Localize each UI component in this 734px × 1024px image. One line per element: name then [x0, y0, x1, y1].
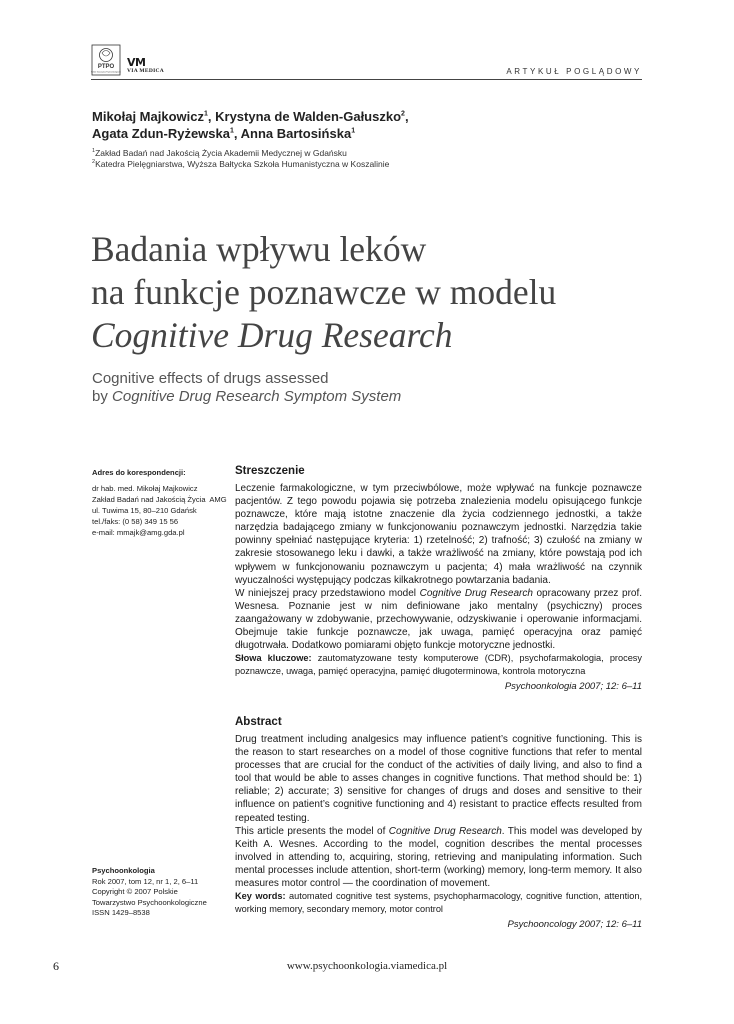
subtitle-line — [92, 388, 401, 406]
author-name: Mikołaj Majkowicz — [92, 109, 204, 124]
abstract-paragraph-1: Drug treatment including analgesics may influence patient’s cognitive functioning. This is the reason to start researches on a model of those cognitive functions that refer to mental processes that are crucial for the conduct of the activities of daily living, and also to find a tool that would be able to asses changes in cognitive functions. That method should be: 1) reliable; 2) accurate; 3) sensitive for changes of drugs and doses and sensitive to their influence on patient’s cognitive functioning and 4) resistant to practice effects resulted from repeated testing. — [235, 734, 642, 824]
streszczenie-p2-prefix: W niniejszej pracy przedstawiono model — [235, 587, 420, 599]
via-medica-mark: VM — [127, 56, 146, 69]
subtitle-line: Cognitive effects of drugs assessed — [92, 370, 329, 387]
affiliation-text: Zakład Badań nad Jakością Życia Akademii Medycznej w Gdańsku — [95, 148, 347, 158]
streszczenie-citation: Psychoonkologia 2007; 12: 6–11 — [504, 681, 642, 693]
abstract-p2-suffix: . This model was developed by Keith A. Wesnes. According to the model, cognition describes the mental processes involved in attending to, acquiring, storing, retrieving and manipulating information. Such mental processes include attention, short-term (working) memory, long-term memory. It also measures motor control — the coordination of movement. — [235, 825, 642, 890]
author-affil-ref: 1 — [203, 110, 208, 118]
author-separator: , — [404, 109, 409, 124]
streszczenie-paragraph-2 — [235, 587, 642, 652]
abstract-paragraph-2 — [235, 825, 642, 890]
streszczenie-section — [235, 464, 642, 694]
authors-line-1 — [92, 108, 409, 125]
author-separator: , — [207, 109, 216, 124]
correspondence-line: ul. Tuwima 15, 80–210 Gdańsk — [92, 506, 197, 515]
journal-info-line: Copyright © 2007 Polskie — [92, 887, 178, 897]
section-label: ARTYKUŁ POGLĄDOWY — [506, 67, 642, 76]
via-medica-text: VIA MEDICA — [127, 68, 165, 74]
authors — [92, 108, 409, 142]
author-affil-ref: 1 — [351, 127, 356, 135]
correspondence-line: Zakład Badań nad Jakością Życia AMG — [92, 495, 227, 504]
via-medica-logo — [127, 57, 164, 75]
correspondence-line: dr hab. med. Mikołaj Majkowicz — [92, 484, 198, 493]
streszczenie-keywords — [235, 652, 642, 678]
correspondence-email: e-mail: mmajk@amg.gda.pl — [92, 528, 185, 537]
streszczenie-p2-suffix: opracowany przez prof. Wesnesa. Poznanie jest w nim definiowane jako mentalny (psychiczny) proces zaangażowany w zdobywanie, przechowywanie, odzyskiwanie i operowanie informacjami. Obejmuje takie funkcje poznawcze, jak uwaga, pamięć operacyjna oraz pamięć długotrwała. Dodatkowo pomiarami objęto funkcje motoryczne jednostki. — [235, 587, 643, 652]
keywords-label: Key words: — [235, 891, 286, 902]
title-line: na funkcje poznawcze w modelu — [91, 272, 557, 312]
abstract-citation: Psychooncology 2007; 12: 6–11 — [507, 919, 642, 931]
title-line-italic: Cognitive Drug Research — [91, 315, 453, 355]
authors-line-2 — [92, 125, 409, 142]
journal-info-line: Rok 2007, tom 12, nr 1, 2, 6–11 — [92, 876, 199, 886]
title-line: Badania wpływu leków — [91, 229, 427, 269]
affiliation-text: Katedra Pielęgniarstwa, Wyższa Bałtycka Szkoła Humanistyczna w Koszalinie — [95, 159, 390, 169]
abstract-p2-italic: Cognitive Drug Research — [388, 825, 502, 837]
subtitle-italic: Cognitive Drug Research Symptom System — [112, 388, 402, 405]
streszczenie-p2-italic: Cognitive Drug Research — [419, 587, 533, 599]
keywords-text: zautomatyzowane testy komputerowe (CDR), psychofarmakologia, procesy poznawcze, uwaga, pamięć operacyjna, pamięć długoterminowa, kontrola motoryczna — [235, 653, 642, 677]
ptpo-logo — [91, 44, 121, 76]
author-affil-ref: 1 — [229, 127, 234, 135]
abstract-section — [235, 715, 642, 931]
author-separator: , — [233, 126, 241, 141]
author-name: Krystyna de Walden-Gałuszko — [215, 109, 402, 124]
streszczenie-paragraph-1: Leczenie farmakologiczne, w tym przeciwbólowe, może wpływać na funkcje poznawcze pacjentów. Z tego powodu pojawia się potrzeba znalezienia modelu opisującego funkcje poznawcze, które mają istotne znaczenie dla życia codziennego jednostki, a także narzędzia badającego zmiany w funkcjonowaniu poznawczym jednostki. Narzędzia takie powinny spełniać następujące kryteria: 1) rzetelność; 2) trafność; 3) czułość na zmiany w zakresie stosowanego leku i dawki, a także wrażliwość na zmiany, które powstają pod ich wpływem w funkcjonowaniu poznawczym u pacjenta; 4) mała wrażliwość na czynnik wyuczalności występujący podczas kilkakrotnego powtarzania badania. — [235, 483, 642, 586]
page-number: 6 — [53, 959, 59, 973]
journal-url[interactable]: www.psychoonkologia.viamedica.pl — [286, 960, 448, 972]
correspondence-heading: Adres do korespondencji: — [92, 468, 186, 477]
article-title — [91, 228, 651, 357]
correspondence-line: tel./faks: (0 58) 349 15 56 — [92, 517, 179, 526]
keywords-text: automated cognitive test systems, psychopharmacology, cognitive function, attention, working memory, secondary memory, motor control — [235, 891, 642, 915]
affiliations — [92, 148, 389, 170]
ptpo-logo-text: PTPO — [97, 64, 115, 70]
correspondence-address — [92, 467, 232, 538]
affiliation-number: 1 — [92, 148, 96, 155]
journal-info-line: Towarzystwo Psychoonkologiczne — [92, 897, 207, 907]
affiliation-number: 2 — [92, 159, 96, 166]
keywords-label: Słowa kluczowe: — [235, 653, 312, 664]
header-rule — [91, 79, 642, 80]
journal-name: Psychoonkologia — [92, 866, 155, 875]
ptpo-logo-subtext: Polskie Towarzystwo Psychoonkologiczne — [91, 72, 121, 74]
streszczenie-heading: Streszczenie — [235, 465, 305, 477]
author-affil-ref: 2 — [401, 110, 405, 118]
subtitle-prefix: by — [92, 388, 113, 405]
author-name: Agata Zdun-Ryżewska — [92, 126, 230, 141]
article-subtitle — [92, 370, 401, 406]
abstract-keywords — [235, 890, 642, 916]
abstract-p2-prefix: This article presents the model of — [235, 825, 389, 837]
affiliation-item — [92, 148, 389, 159]
journal-info-line: ISSN 1429–8538 — [92, 908, 150, 918]
abstract-heading: Abstract — [235, 716, 282, 728]
affiliation-item — [92, 159, 389, 170]
journal-info — [92, 866, 232, 919]
author-name: Anna Bartosińska — [240, 126, 352, 141]
